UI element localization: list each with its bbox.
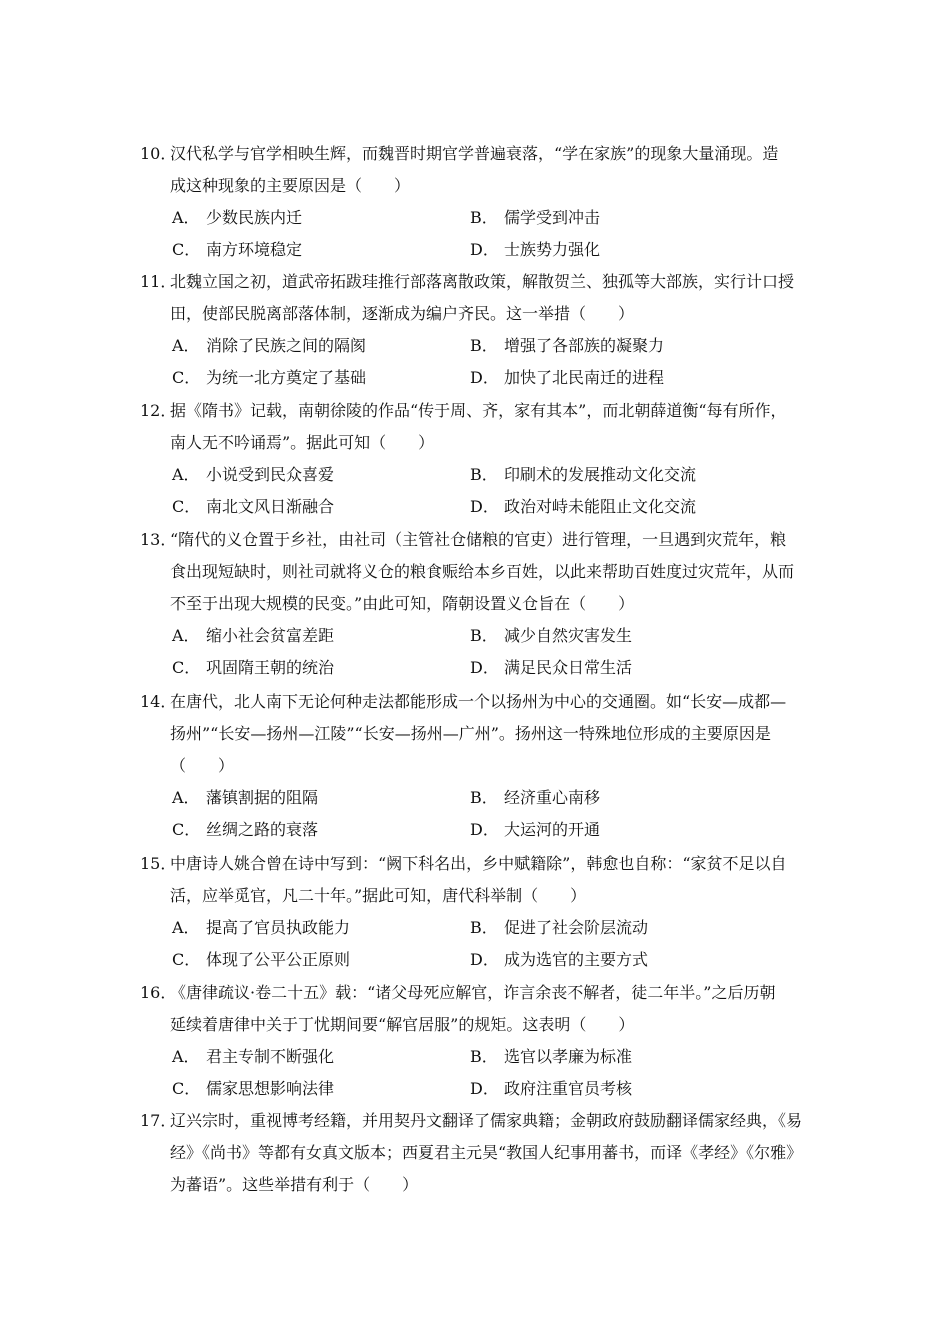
question-stem-line: 不至于出现大规模的民变。”由此可知，隋朝设置义仓旨在（ ） (170, 594, 635, 613)
option-a[interactable]: A． 君主专制不断强化 (172, 1047, 335, 1066)
question-stem-line: 17．辽兴宗时，重视博考经籍，并用契丹文翻译了儒家典籍；金朝政府鼓励翻译儒家经典，《易 (140, 1105, 830, 1137)
option-a[interactable]: A． 缩小社会贫富差距 (172, 626, 335, 645)
option-c[interactable]: C． 巩固隋王朝的统治 (172, 658, 335, 677)
option-c[interactable]: C． 丝绸之路的衰落 (172, 820, 319, 839)
question-stem-line: 14．在唐代，北人南下无论何种走法都能形成一个以扬州为中心的交通圈。如“长安—成都— (140, 686, 830, 718)
option-a[interactable]: A． 小说受到民众喜爱 (172, 465, 335, 484)
option-d[interactable]: D． 成为选官的主要方式 (470, 950, 649, 969)
question-stem-line: 南人无不吟诵焉”。据此可知（ ） (170, 433, 435, 452)
option-b[interactable]: B． 儒学受到冲击 (470, 208, 601, 227)
question-stem-line: 11．北魏立国之初，道武帝拓跋珪推行部落离散政策，解散贺兰、独孤等大部族，实行计口授 (140, 266, 830, 298)
option-d[interactable]: D． 大运河的开通 (470, 820, 601, 839)
option-b[interactable]: B． 选官以孝廉为标准 (470, 1047, 633, 1066)
option-c[interactable]: C． 南方环境稳定 (172, 240, 303, 259)
option-d[interactable]: D． 加快了北民南迁的进程 (470, 368, 665, 387)
question-stem-line: 10．汉代私学与官学相映生辉，而魏晋时期官学普遍衰落，“学在家族”的现象大量涌现。造 (140, 138, 830, 170)
question-stem-line: 13．“隋代的义仓置于乡社，由社司（主管社仓储粮的官吏）进行管理，一旦遇到灾荒年，粮 (140, 524, 830, 556)
question-stem-line: 12．据《隋书》记载，南朝徐陵的作品“传于周、齐，家有其本”，而北朝薛道衡“每有所作， (140, 395, 830, 427)
question-stem-line: 扬州”“长安—扬州—江陵”“长安—扬州—广州”。扬州这一特殊地位形成的主要原因是 (170, 724, 771, 743)
question-number: 11． (140, 272, 177, 291)
question-number: 17． (140, 1111, 177, 1130)
option-d[interactable]: D． 满足民众日常生活 (470, 658, 633, 677)
option-a[interactable]: A． 消除了民族之间的隔阂 (172, 336, 367, 355)
option-c[interactable]: C． 为统一北方奠定了基础 (172, 368, 367, 387)
question-stem-line: 15．中唐诗人姚合曾在诗中写到：“阙下科名出，乡中赋籍除”，韩愈也自称：“家贫不足以自 (140, 848, 830, 880)
question-stem-line: 食出现短缺时，则社司就将义仓的粮食赈给本乡百姓，以此来帮助百姓度过灾荒年，从而 (170, 562, 795, 581)
question-stem-line: 成这种现象的主要原因是（ ） (170, 176, 411, 195)
option-a[interactable]: A． 少数民族内迁 (172, 208, 303, 227)
option-b[interactable]: B． 增强了各部族的凝聚力 (470, 336, 665, 355)
option-c[interactable]: C． 南北文风日渐融合 (172, 497, 335, 516)
option-c[interactable]: C． 体现了公平公正原则 (172, 950, 351, 969)
question-stem-line: 活，应举觅官，凡二十年。”据此可知，唐代科举制（ ） (170, 886, 587, 905)
option-b[interactable]: B． 印刷术的发展推动文化交流 (470, 465, 697, 484)
question-stem-line: 经》《尚书》等都有女真文版本；西夏君主元昊“教国人纪事用蕃书，而译《孝经》《尔雅》 (170, 1143, 803, 1162)
question-number: 16． (140, 983, 177, 1002)
question-stem-line: （ ） (170, 756, 235, 775)
option-d[interactable]: D． 政治对峙未能阻止文化交流 (470, 497, 697, 516)
option-a[interactable]: A． 藩镇割据的阻隔 (172, 788, 319, 807)
question-number: 13． (140, 530, 177, 549)
question-number: 12． (140, 401, 177, 420)
option-b[interactable]: B． 促进了社会阶层流动 (470, 918, 649, 937)
question-stem-line: 延续着唐律中关于丁忧期间要“解官居服”的规矩。这表明（ ） (170, 1015, 635, 1034)
question-stem-line: 为蕃语”。这些举措有利于（ ） (170, 1175, 419, 1194)
option-d[interactable]: D． 政府注重官员考核 (470, 1079, 633, 1098)
option-c[interactable]: C． 儒家思想影响法律 (172, 1079, 335, 1098)
question-number: 10． (140, 144, 177, 163)
question-stem-line: 田，使部民脱离部落体制，逐渐成为编户齐民。这一举措（ ） (170, 304, 635, 323)
question-number: 15． (140, 854, 177, 873)
question-stem-line: 16．《唐律疏议·卷二十五》载：“诸父母死应解官，诈言余丧不解者，徒二年半。”之后历朝 (140, 977, 830, 1009)
option-b[interactable]: B． 经济重心南移 (470, 788, 601, 807)
question-number: 14． (140, 692, 177, 711)
option-d[interactable]: D． 士族势力强化 (470, 240, 601, 259)
option-b[interactable]: B． 减少自然灾害发生 (470, 626, 633, 645)
option-a[interactable]: A． 提高了官员执政能力 (172, 918, 351, 937)
